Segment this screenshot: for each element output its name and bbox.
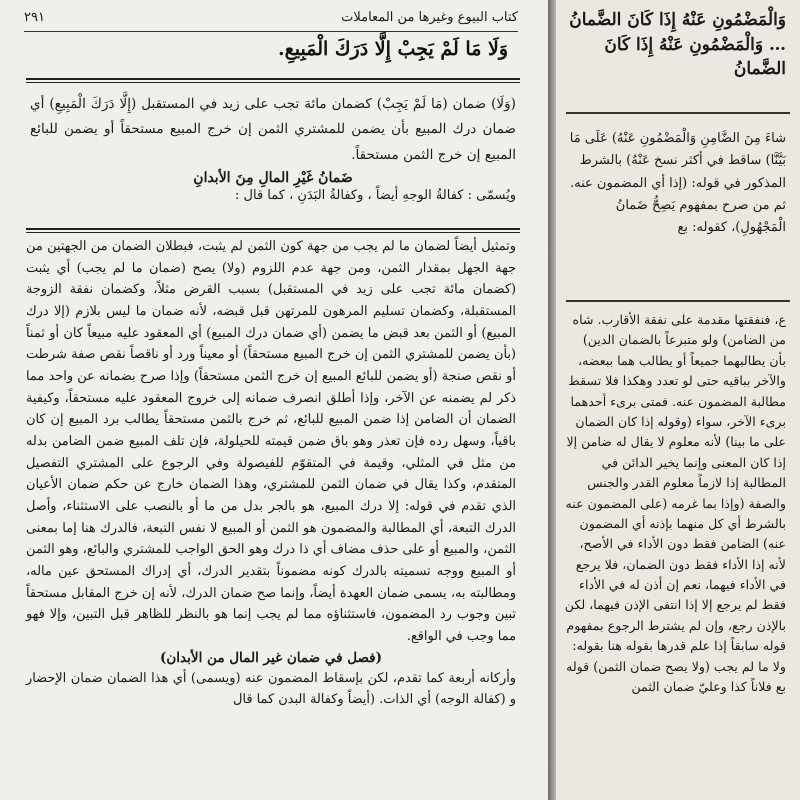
side-body [564, 310, 786, 697]
left-page-edge [556, 0, 800, 800]
matn-text: وَلَا مَا لَمْ يَجِبْ إِلَّا دَرَكَ الْمَبِيعِ. [278, 38, 508, 60]
book-gutter [548, 0, 556, 800]
body-paragraph: وتمثيل أيضاً لضمان ما لم يجب من جهة كون الثمن لم يثبت، فبطلان الضمان من الجهتين من جهة الجهل بمقدار الثمن، ومن جهة عدم اللزوم (ولا) يصح (ضمان ما لم يجب) أي يثبت (كضمان مائة تجب على زيد في المستقبل) بسبب القرض مثلاً، وكضمان نفقة الزوجة المستقبلة، وكضمان تسليم المرهون للمرتهن قبل قبضه، لأنه ضمان ما ليس بلازم (إلا درك المبيع) أو الثمن بعد قبض ما يضمن (أي ضمان درك المبيع) أي المعقود عليه مبيعاً كان أو ثمناً (بأن يضمن للمشتري الثمن إن خرج المبيع مستحقاً) أو معيناً ورد أو ناقصاً نقص صفة شرطت أو نقص صنجة (أو يضمن للبائع المبيع إن خرج الثمن مستحقاً) وإذا صرح بضمانه عن واحد مما ذكر لم يضمنه عن الآخر، وإذا أطلق انصرف ضمانه إلى خروج المعقود عليه مستحقاً، وكيفية الضمان أن الضامن إذا ضمن المبيع للبائع، ثم خرج بالثمن مستحقاً يطالب برد المبيع إن كان باقياً، وسهل رده فإن تعذر وهو باق ضمن قيمته للحيلولة، فإن تلف المبيع ضمن الضامن بدله من مثل في المثلي، وقيمة في المتقوّم للفيصولة وفي الرجوع على المشتري التفصيل المتقدم، وكذا يقال في ضمان الثمن للمشتري، وهذا الضمان خارج عن حكم ضمان الأعيان الذي تقدم في قوله: إلا درك المبيع، هو بالجر بدل من ما أو بالنصب على الاستثناء، وأصل الدرك التبعة، أي المطالبة والمضمون هو الثمن أو المبيع لا نفس التبعة، فالدرك هنا إما بمعنى الثمن، والمبيع أو على حذف مضاف أي ذا درك وهو الحق الواجب للمشتري والبائع، وهو الثمن أو المبيع ووجه تسميته بالدرك كونه مضموناً بتقدير الدرك، أي إدراك المستحق عين ماله، ومطالبته به، يسمى ضمان العهدة أيضاً، وإنما صح ضمان الدرك، لأنه إن خرج المقابل مستحقاً تبين وجوب رد المضمون، فاستثناؤه مما لم يجب إنما هو بالنظر للظاهر قبل التبين، وإلا فهو مما وجب في الواقع. [26, 239, 516, 645]
running-title: كتاب البيوع وغيرها من المعاملات [341, 9, 518, 25]
divider [26, 82, 520, 83]
divider [26, 78, 520, 80]
body-paragraph: وأركانه أربعة كما تقدم، لكن بإسقاط المضمون عنه (ويسمى) أي هذا الضمان ضمان الإحضار و (كفالة الوجه) أي الذات. (أيضاً وكفالة البدن كما قال [26, 670, 516, 708]
side-commentary-text: شاءَ مِنَ الضَّامِنِ وَالْمَضْمُونِ عَنْهُ) عَلَى مَا بَيَّنَّا) ساقط في أكثر نسخ عَنْهُ) بالشرط المذكور في قوله: (إذا أي المضمون عنه. ثم من صرح بمفهوم يَصِحُّ ضَمانُ الْمَجْهُولِ)، كقوله: بع [569, 131, 786, 236]
page-number: ٢٩١ [24, 9, 45, 25]
divider [566, 300, 790, 302]
chapter-heading: (فصل في ضمان غير المال من الأبدان) [160, 649, 382, 666]
divider [26, 232, 520, 233]
divider [26, 228, 520, 230]
page-header [24, 6, 518, 32]
commentary-paragraph: (وَلَا) ضمان (مَا لَمْ يَجِبْ) كضمان مائة تجب على زيد في المستقبل (إِلَّا دَرَكَ الْمَبِيعِ) أي ضمان درك المبيع بأن يضمن للمشتري الثمن إن خرج المبيع مستحقاً أو يضمن للبائع المبيع إن خرج الثمن مستحقاً. [30, 96, 516, 163]
body-text [26, 236, 516, 711]
commentary-box [30, 92, 516, 203]
side-commentary [564, 128, 786, 240]
divider [566, 112, 790, 114]
side-body-text: ع، فنفقتها مقدمة على نفقة الأقارب. شاه من الضامن) ولو متبرعاً بالضمان الدين) بأن يطالبهما جميعاً أو يطالب هما ببعضه، والآخر بباقيه حتى لو تعدد وهكذا فلا تسقط مطالبة المضمون عنه. فمتى برىء أحدهما برىء الآخر، سواء (وقوله إذا كان الضمان على ما بينا) لأنه معلوم لا يقال له ضامن إلا إذا كان المعنى وإنما يخير الدائن في المطالبة إذا لازماً معلوم القدر والجنس والصفة (وإذا بما غرمه (على المضمون عنه بالشرط أي كل منهما بإذنه أي المضمون عنه) الضامن فقط دون الأداء في الأصح، لأنه إذا الأداء فقط دون الضمان، فلا يرجع في الأداء فيهما، نعم إن أذن له في الأداء فقط لم يرجع إلا إذا انتفى الإذن فيهما، لكن بالإذن رجع، وإن لم يشترط الرجوع بمفهوم قوله سابقاً إذا علم قدرها بقوله هنا بقوله: ولا ما لم يجب (ولا يصح ضمان الثمن) قوله بع فلاناً كذا وعليّ ضمان الثمن [564, 312, 786, 695]
side-matn: وَالْمَضْمُونِ عَنْهُ إِذَا كَانَ الضَّمانُ … وَالْمَضْمُونِ عَنْهُ إِذَا كَانَ الضَّمانُ [569, 10, 786, 80]
section-heading: ضَمانُ غَيْرِ المالِ مِنَ الأبدانِ [193, 169, 353, 186]
commentary-note: ويُسمّى : كفالةُ الوجهِ أيضاً ، وكفالةُ البَدَنِ ، كما قال : [235, 187, 516, 203]
